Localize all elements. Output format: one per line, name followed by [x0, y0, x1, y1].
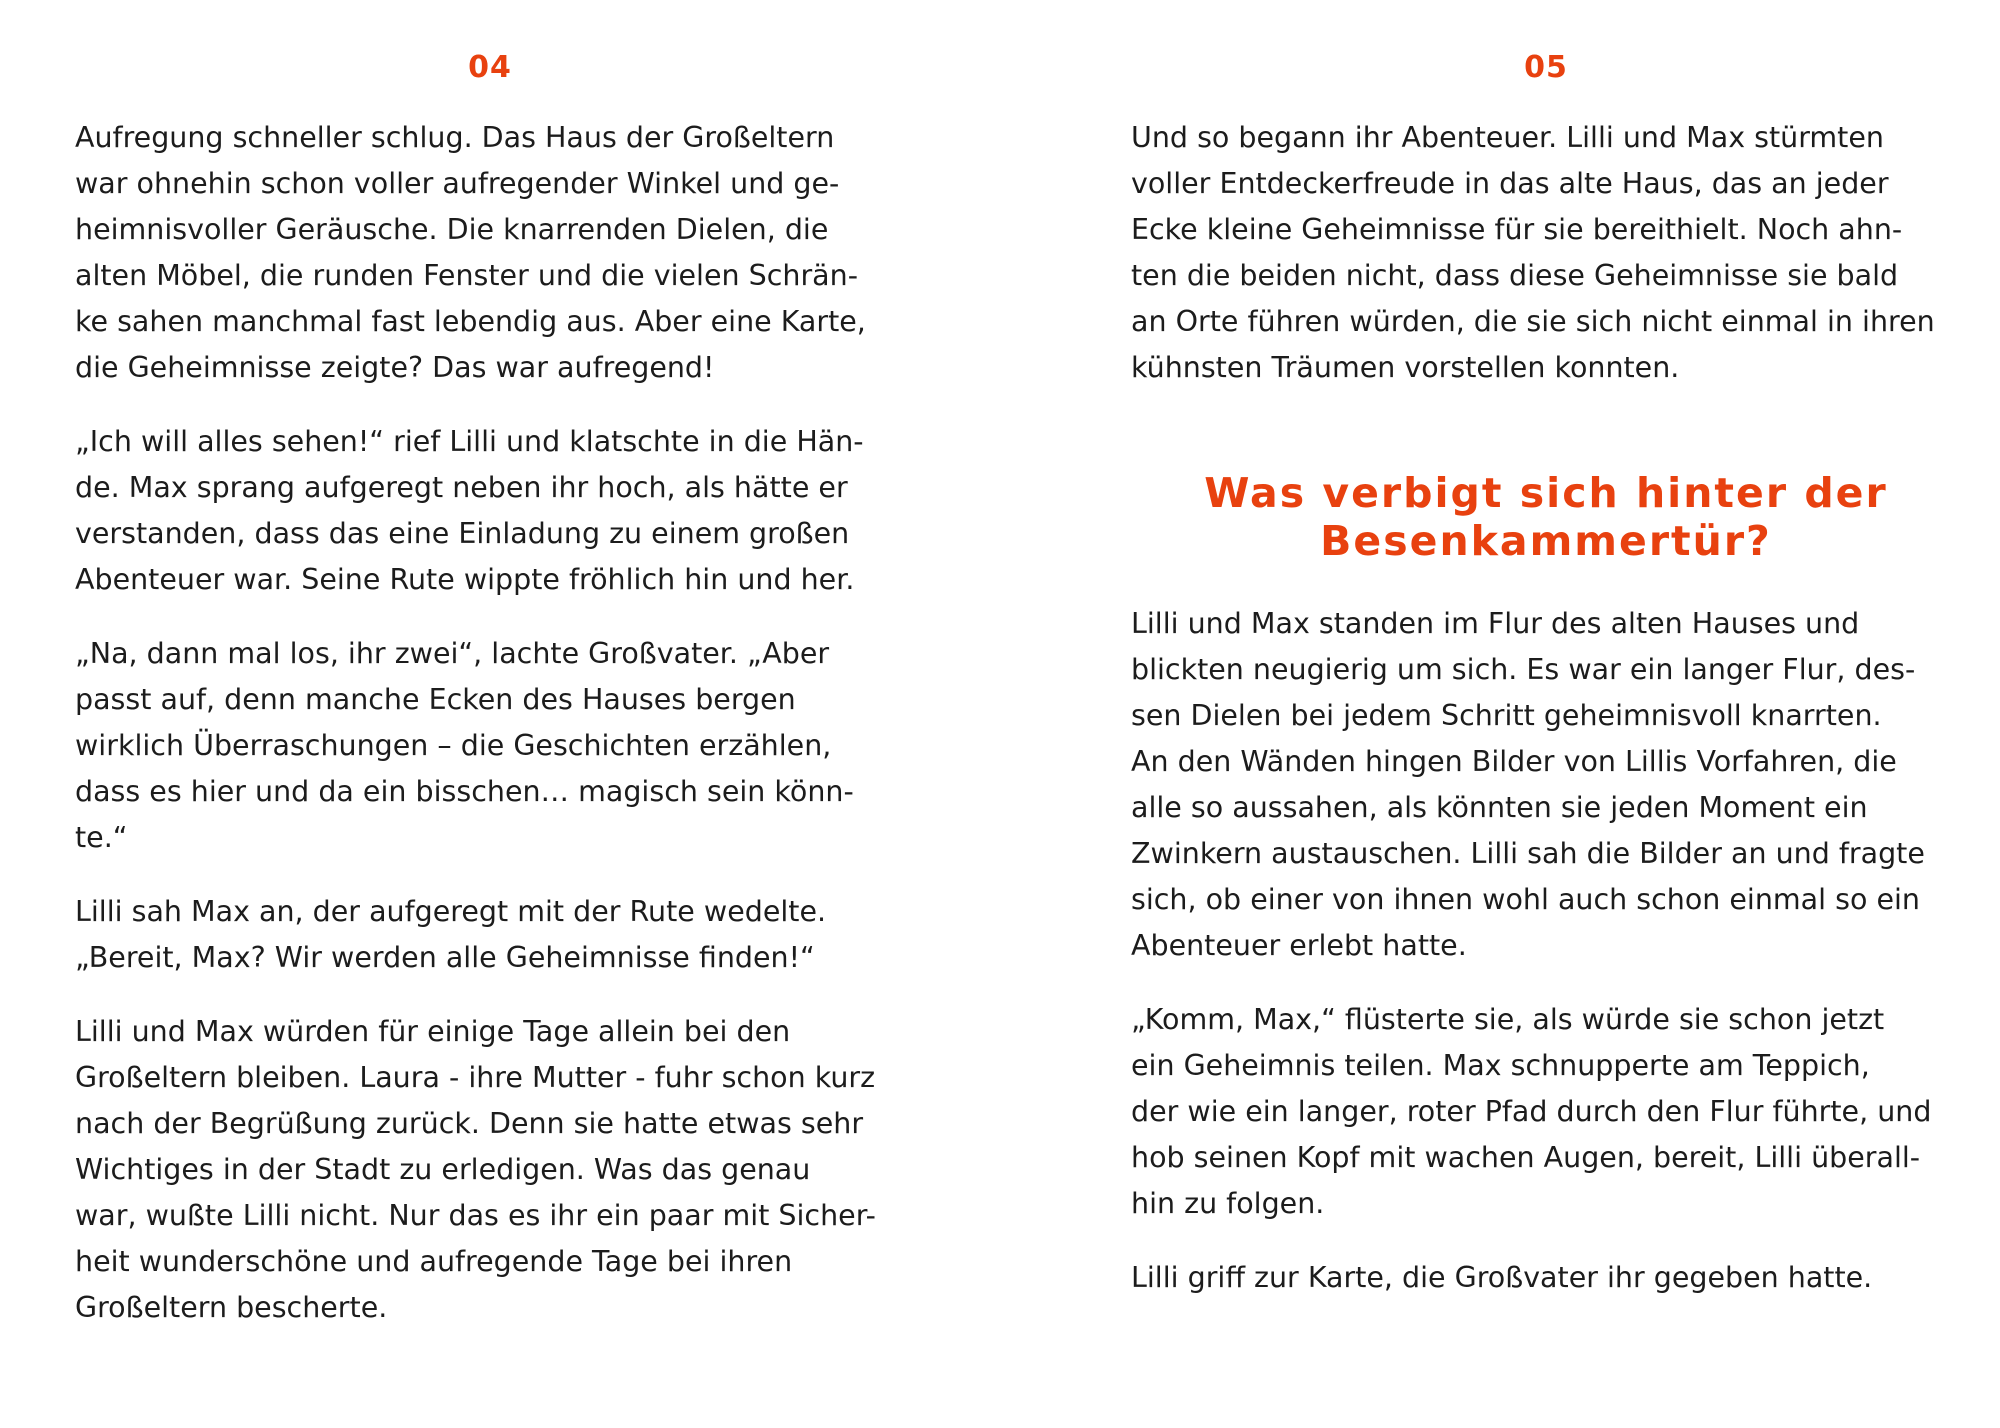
page-number: 04 — [468, 50, 512, 85]
chapter-heading-block — [1131, 469, 1961, 565]
paragraph: Und so begann ihr Abenteuer. Lilli und Max stürmten voller Entdeckerfreude in das alte Haus, das an jeder Ecke kleine Geheimnisse für sie bereithielt. Noch ahn- ten die beiden nicht, dass diese Geheimnisse sie bald an Orte führen würden, die sie sich nicht einmal in ihren kühnsten Träumen vorstellen konnten. — [1131, 121, 1935, 384]
paragraph: „Ich will alles sehen!“ rief Lilli und klatschte in die Hän- de. Max sprang aufgeregt neben ihr hoch, als hätte er verstanden, dass das eine Einladung zu einem großen Abenteuer war. Seine Rute wippte fröhlich hin und her. — [75, 425, 864, 596]
paragraph: Lilli und Max würden für einige Tage allein bei den Großeltern bleiben. Laura - ihre Mutter - fuhr schon kurz nach der Begrüßung zurück. Denn sie hatte etwas sehr Wichtiges in der Stadt zu erledigen. Was das genau war, wußte Lilli nicht. Nur das es ihr ein paar mit Sicher- heit wunderschöne und aufregende Tage bei ihren Großeltern bescherte. — [75, 1015, 876, 1324]
chapter-heading: Was verbigt sich hinter der Besenkammertür? — [1204, 469, 1888, 565]
right-page-body — [1131, 115, 1961, 1329]
paragraph: Lilli und Max standen im Flur des alten Hauses und blickten neugierig um sich. Es war ein langer Flur, des- sen Dielen bei jedem Schritt geheimnisvoll knarrten. An den Wänden hingen Bilder von Lillis Vorfahren, die alle so aussahen, als könnten sie jeden Moment ein Zwinkern austauschen. Lilli sah die Bilder an und fragte sich, ob einer von ihnen wohl auch schon einmal so ein Abenteuer erlebt hatte. — [1131, 607, 1925, 962]
left-page-body — [75, 115, 905, 1359]
paragraph: Lilli griff zur Karte, die Großvater ihr gegeben hatte. — [1131, 1261, 1873, 1294]
paragraph: „Na, dann mal los, ihr zwei“, lachte Großvater. „Aber passt auf, denn manche Ecken des Hauses bergen wirklich Überraschungen – die Geschichten erzählen, dass es hier und da ein bisschen… magisch sein könn- te.“ — [75, 637, 854, 854]
paragraph: Aufregung schneller schlug. Das Haus der Großeltern war ohnehin schon voller aufregender Winkel und ge- heimnisvoller Geräusche. Die knarrenden Dielen, die alten Möbel, die runden Fenster und die vielen Schrän- ke sahen manchmal fast lebendig aus. Aber eine Karte, die Geheimnisse zeigte? Das war aufregend! — [75, 121, 866, 384]
paragraph: Lilli sah Max an, der aufgeregt mit der Rute wedelte. „Bereit, Max? Wir werden alle Geheimnisse finden!“ — [75, 895, 827, 974]
page-number: 05 — [1524, 50, 1568, 85]
right-page — [1131, 0, 1961, 1428]
left-page — [75, 0, 905, 1428]
paragraph: „Komm, Max,“ flüsterte sie, als würde sie schon jetzt ein Geheimnis teilen. Max schnupperte am Teppich, der wie ein langer, roter Pfad durch den Flur führte, und hob seinen Kopf mit wachen Augen, bereit, Lilli überall- hin zu folgen. — [1131, 1003, 1932, 1220]
